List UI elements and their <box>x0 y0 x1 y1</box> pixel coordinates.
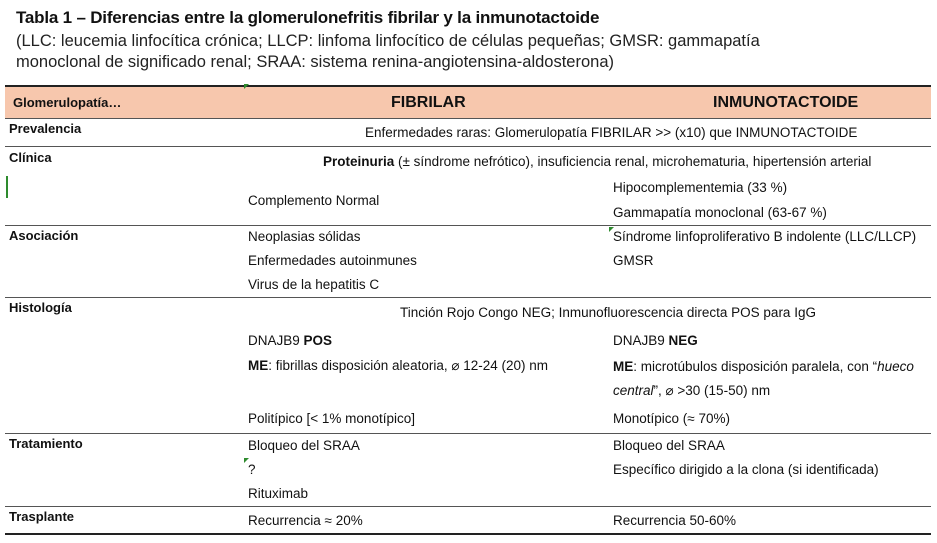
histologia-inmuno-me-2: central”, ⌀ >30 (15-50) nm <box>613 383 771 398</box>
asociacion-fibrilar-2: Enfermedades autoinmunes <box>248 253 417 268</box>
row-divider <box>5 433 931 434</box>
subtitle-line-1: (LLC: leucemia linfocítica crónica; LLCP: linfoma linfocítico de células pequeñas; GMSR: gammapatía <box>16 32 760 50</box>
clinica-span: Proteinuria (± síndrome nefrótico), insuficiencia renal, microhematuria, hipertensión arterial <box>323 154 872 169</box>
tratamiento-fibrilar-2: ? <box>248 462 256 477</box>
row-divider <box>5 506 931 507</box>
table-bottom-border <box>5 533 931 535</box>
row-label-asociacion: Asociación <box>9 228 79 243</box>
row-divider <box>5 297 931 298</box>
clinica-inmuno-2: Gammapatía monoclonal (63-67 %) <box>613 205 827 220</box>
row-label-prevalencia: Prevalencia <box>9 121 82 136</box>
row-divider <box>5 146 931 147</box>
histologia-fibrilar-tipo: Politípico [< 1% monotípico] <box>248 411 415 426</box>
tratamiento-fibrilar-1: Bloqueo del SRAA <box>248 438 360 453</box>
subtitle-line-2: monoclonal de significado renal; SRAA: sistema renina-angiotensina-aldosterona) <box>16 53 615 71</box>
histologia-inmuno-tipo: Monotípico (≈ 70%) <box>613 411 730 426</box>
histologia-inmuno-dnajb9: DNAJB9 NEG <box>613 333 698 348</box>
histologia-fibrilar-me: ME: fibrillas disposición aleatoria, ⌀ 12-24 (20) nm <box>248 358 549 373</box>
header-col-inmunotactoide: INMUNOTACTOIDE <box>713 94 859 111</box>
row-divider <box>5 225 931 226</box>
asociacion-fibrilar-1: Neoplasias sólidas <box>248 229 361 244</box>
asociacion-inmuno-2: GMSR <box>613 253 654 268</box>
trasplante-inmuno: Recurrencia 50-60% <box>613 513 737 528</box>
row-label-trasplante: Trasplante <box>9 509 75 524</box>
tratamiento-inmuno-1: Bloqueo del SRAA <box>613 438 725 453</box>
trasplante-fibrilar: Recurrencia ≈ 20% <box>248 513 363 528</box>
tratamiento-fibrilar-3: Rituximab <box>248 486 309 501</box>
histologia-inmuno-me-1: ME: microtúbulos disposición paralela, con “hueco <box>613 359 914 374</box>
asociacion-inmuno-1: Síndrome linfoproliferativo B indolente (LLC/LLCP) <box>613 229 917 244</box>
header-col-glomerulopatia: Glomerulopatía… <box>13 95 122 110</box>
table-title: Tabla 1 – Diferencias entre la glomerulonefritis fibrilar y la inmunotactoide <box>16 8 600 27</box>
row-label-clinica: Clínica <box>9 150 52 165</box>
row-label-histologia: Histología <box>9 300 72 315</box>
histologia-fibrilar-dnajb9: DNAJB9 POS <box>248 333 333 348</box>
clinica-fibrilar: Complemento Normal <box>248 193 380 208</box>
asociacion-fibrilar-3: Virus de la hepatitis C <box>248 277 380 292</box>
header-col-fibrilar: FIBRILAR <box>391 94 466 111</box>
clinica-inmuno-1: Hipocomplementemia (33 %) <box>613 180 788 195</box>
prevalencia-span: Enfermedades raras: Glomerulopatía FIBRILAR >> (x10) que INMUNOTACTOIDE <box>365 125 858 140</box>
comment-marker <box>244 84 249 89</box>
comment-bar <box>6 176 8 198</box>
row-label-tratamiento: Tratamiento <box>9 436 83 451</box>
tratamiento-inmuno-2: Específico dirigido a la clona (si identificada) <box>613 462 879 477</box>
table-header <box>5 85 931 119</box>
histologia-span: Tinción Rojo Congo NEG; Inmunofluorescencia directa POS para IgG <box>400 305 816 320</box>
